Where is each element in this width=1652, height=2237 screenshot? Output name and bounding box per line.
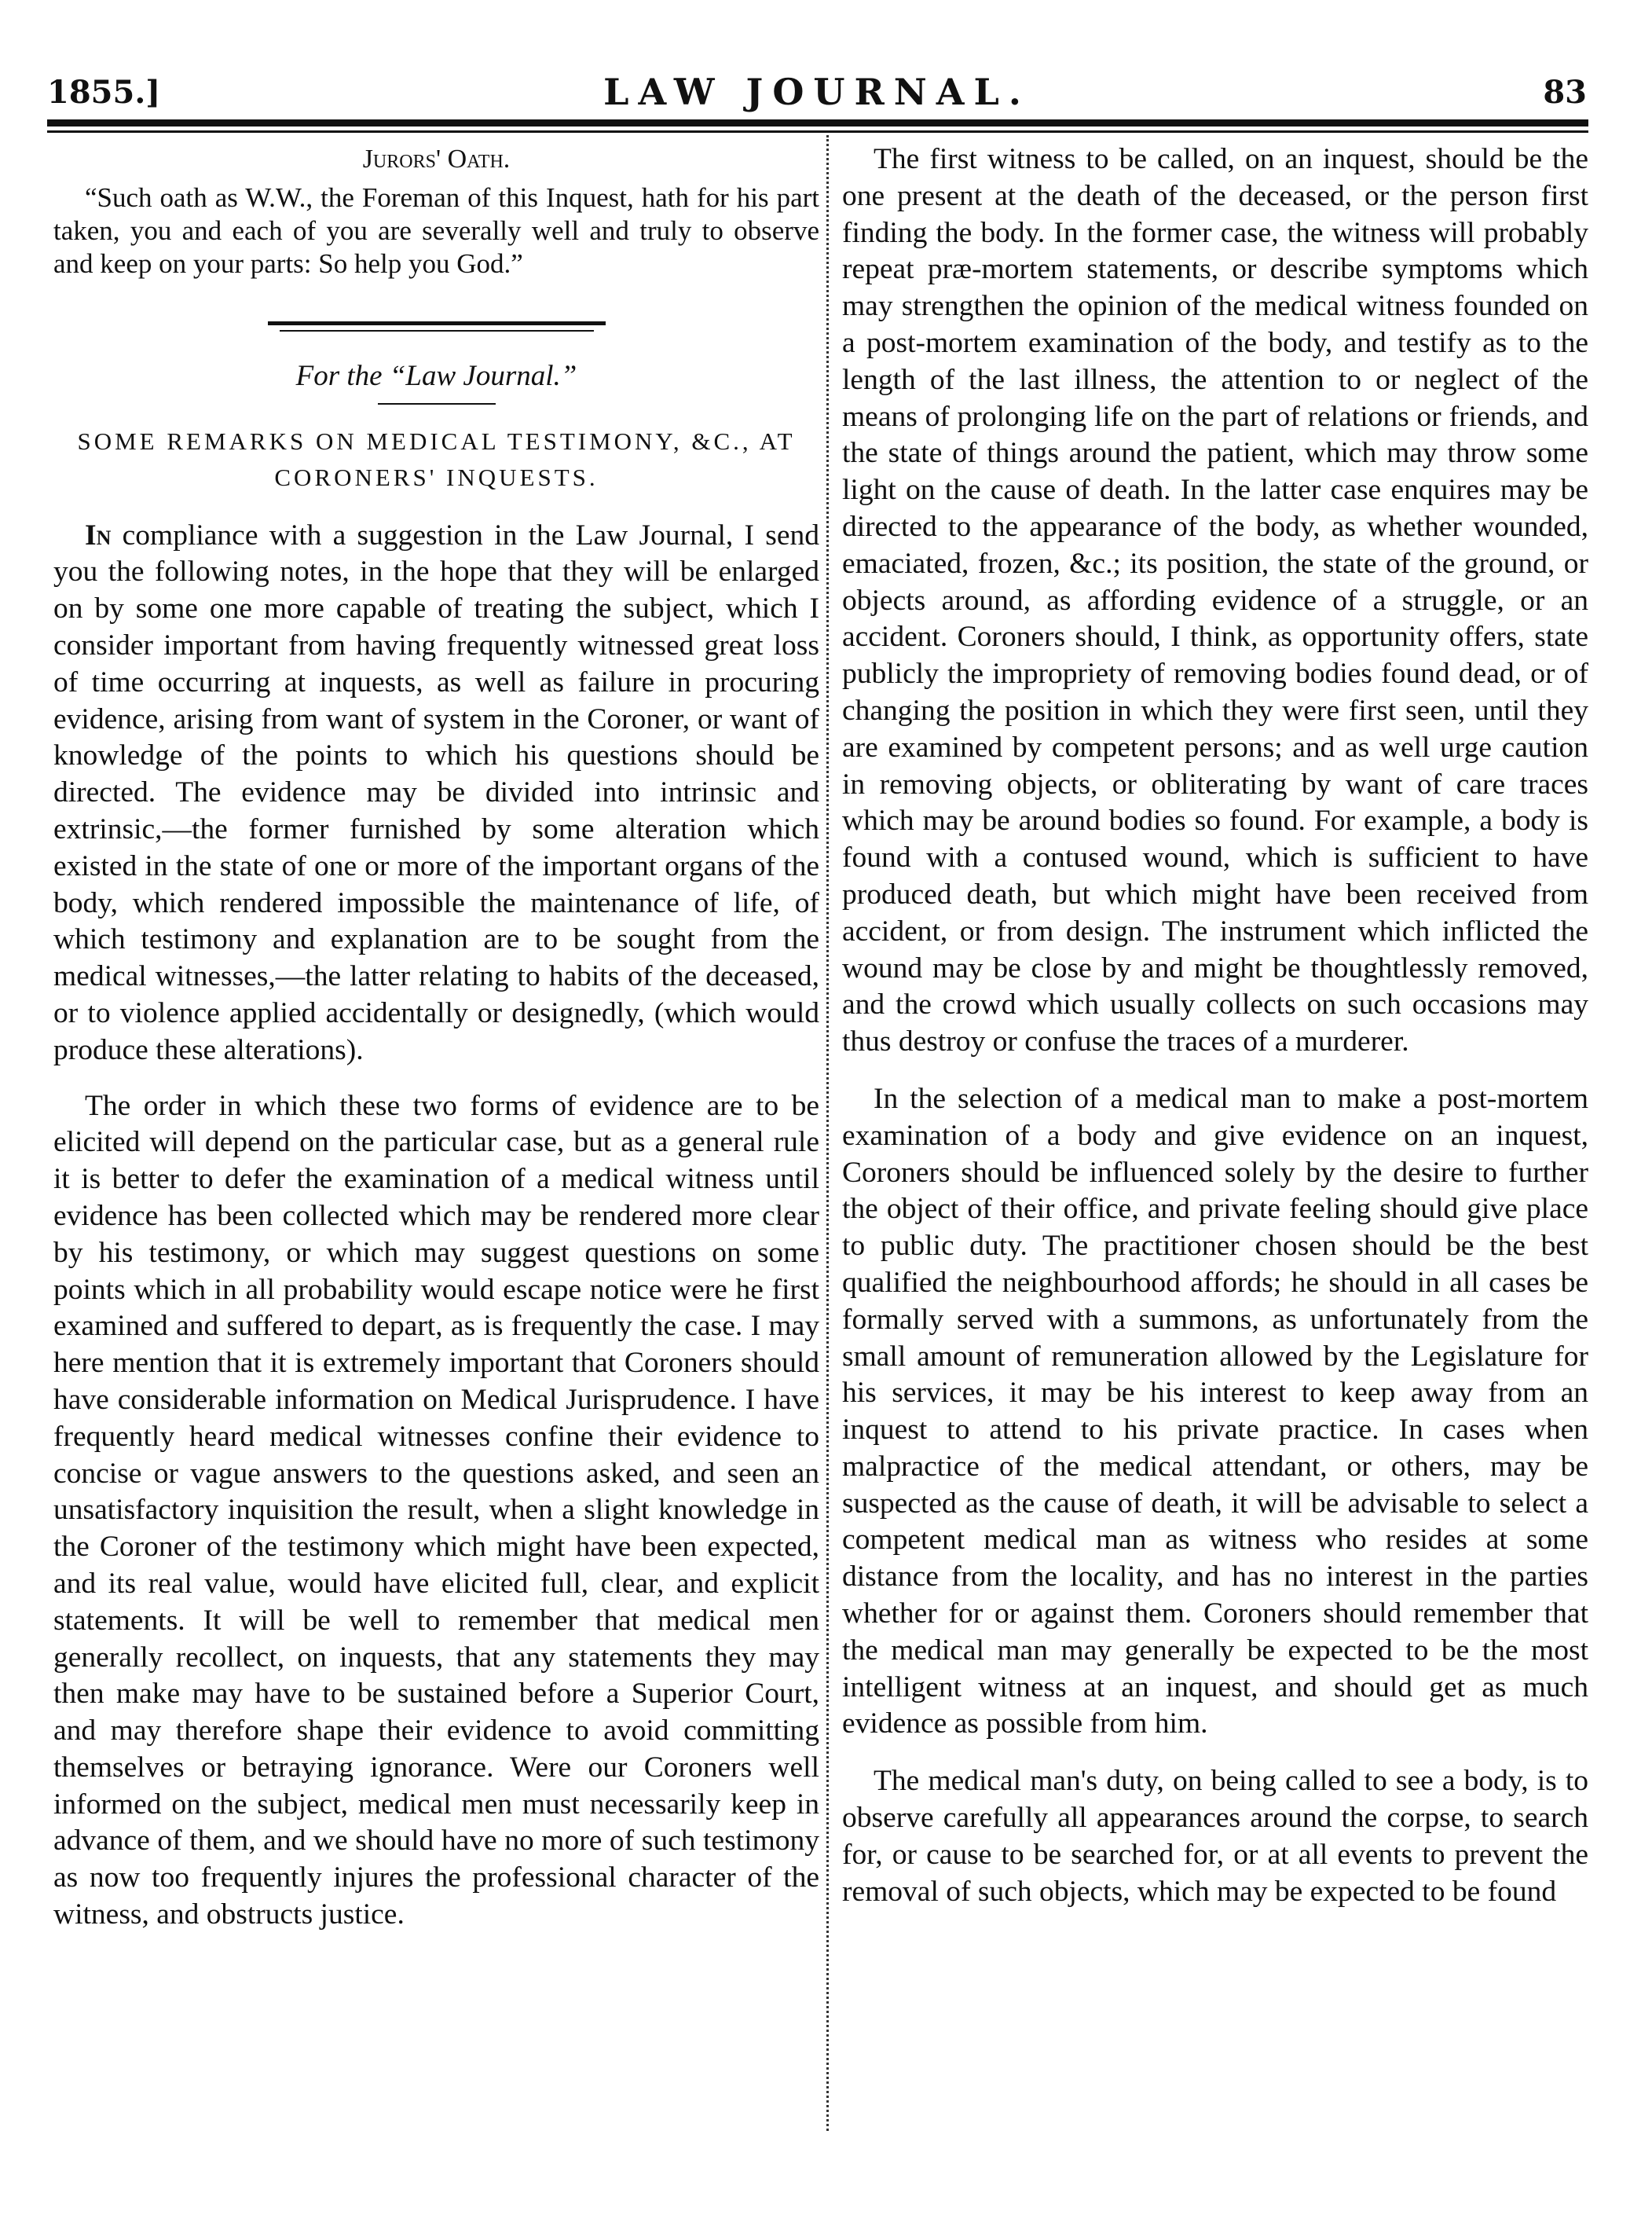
left-column [53,141,819,1953]
paragraph: The first witness to be called, on an inquest, should be the one present at the death of the deceased, or the person first finding the body. In the former case, the witness will probably repeat præ-mortem statements, or describe symptoms which may strengthen the opinion of the medical witness founded on a post-mortem examination of the body, and testify as to the length of the last illness, the attention to or neglect of the means of prolonging life on the part of relations or friends, and the state of things around the patient, which may throw some light on the cause of death. In the latter case enquires may be directed to the appearance of the body, as whether wounded, emaciated, frozen, &c.; its position, the state of the ground, or objects around, as affording evidence of a struggle, or an accident. Coroners should, I think, as opportunity offers, state publicly the impropriety of removing bodies found dead, or of changing the position in which they were first seen, until they are examined by competent persons; and as well urge caution in removing objects, or obliterating by want of care traces which may be around bodies so found. For example, a body is found with a contused wound, which is sufficient to have produced death, but which might have been received from accident, or from design. The instrument which inflicted the wound may be close by and might be thoughtlessly removed, and the crowd which usually collects on such occasions may thus destroy or confuse the traces of a murderer. [842,143,1588,1058]
right-column [842,141,1588,1931]
journal-title: LAW JOURNAL. [603,71,1031,113]
header-rule-thin [47,130,1588,133]
oath-text: “Such oath as W.W., the Foreman of this Inquest, hath for his part taken, you and each of you are severally well and truly to observe and keep on your parts: So help you God.” [53,182,819,279]
for-law-journal-line: For the “Law Journal.” [295,359,577,392]
header-rule-thick [47,119,1588,127]
paragraph [53,518,819,1069]
paragraph-text: compliance with a suggestion in the Law Journal, I send you the following notes, in the hope that they will be enlarged on by some one more capable of treating the subject, which I consider important from having frequently witnessed great loss of time occurring at inquests, as well as failure in procuring evidence, arising from want of system in the Coroner, or want of knowledge of the points to which his questions should be directed. The evidence may be divided into intrinsic and extrinsic,—the former furnished by some alteration which existed in the state of one or more of the important organs of the body, which rendered impossible the maintenance of life, of which testimony and explanation are to be sought from the medical witnesses,—the latter relating to habits of the deceased, or to violence applied accidentally or designedly, (which would produce these alterations). [53,519,819,1066]
page-header [47,66,1587,113]
paragraph: The order in which these two forms of evidence are to be elicited will depend on the particular case, but as a general rule it is better to defer the examination of a medical witness until evidence has been collected which may be rendered more clear by his testimony, or which may suggest questions on some points which in all probability would escape notice were he first examined and suffered to depart, as is frequently the case. I may here mention that it is extremely important that Coroners should have considerable information on Medical Jurisprudence. I have frequently heard medical witnesses confine their evidence to concise or vague answers to the questions asked, and seen an unsatisfactory inquisition the result, when a slight knowledge in the Coroner of the testimony which might have been expected, and its real value, would have elicited full, clear, and explicit statements. It will be well to remember that medical men generally recollect, on inquests, that any statements they may then make may have to be sustained before a Superior Court, and may therefore shape their evidence to avoid committing themselves or betraying ignorance. Were our Coroners well informed on the subject, medical men must necessarily keep in advance of them, and we should have no more of such testimony as now too frequently injures the professional character of the witness, and obstructs justice. [53,1089,819,1931]
section-rule-thin [280,330,594,332]
paragraph: The medical man's duty, on being called to see a body, is to observe carefully all appearances around the corpse, to search for, or cause to be searched for, or at all events to prevent the removal of such objects, which may be expected to be found [842,1765,1588,1908]
article-title: SOME REMARKS ON MEDICAL TESTIMONY, &C., AT CORONERS' INQUESTS. [77,427,796,491]
section-rule [268,321,606,325]
paragraph: In the selection of a medical man to make a post-mortem examination of a body and give evidence on an inquest, Coroners should be influenced solely by the desire to further the object of their office, and private feeling should give place to public duty. The practitioner chosen should be the best qualified the neighbourhood affords; he should in all cases be formally served with a summons, as unfortunately from the small amount of remuneration allowed by the Legislature for his services, it may be his interest to keep away from an inquest to attend to his private practice. In cases when malpractice of the medical attendant, or others, may be suspected as the cause of death, it will be advisable to select a competent medical man as witness who resides at some distance from the locality, and has no interest in the parties whether for or against them. Coroners should remember that the medical man may generally be expected to be the most intelligent witness at an inquest, and should get as much evidence as possible from him. [842,1082,1588,1740]
column-divider [826,135,829,2131]
short-rule [378,403,496,405]
header-year: 1855.] [47,74,161,111]
page-number: 83 [1543,74,1587,111]
oath-heading: Jurors' Oath. [362,145,511,174]
paragraph-lead: In [85,519,112,552]
